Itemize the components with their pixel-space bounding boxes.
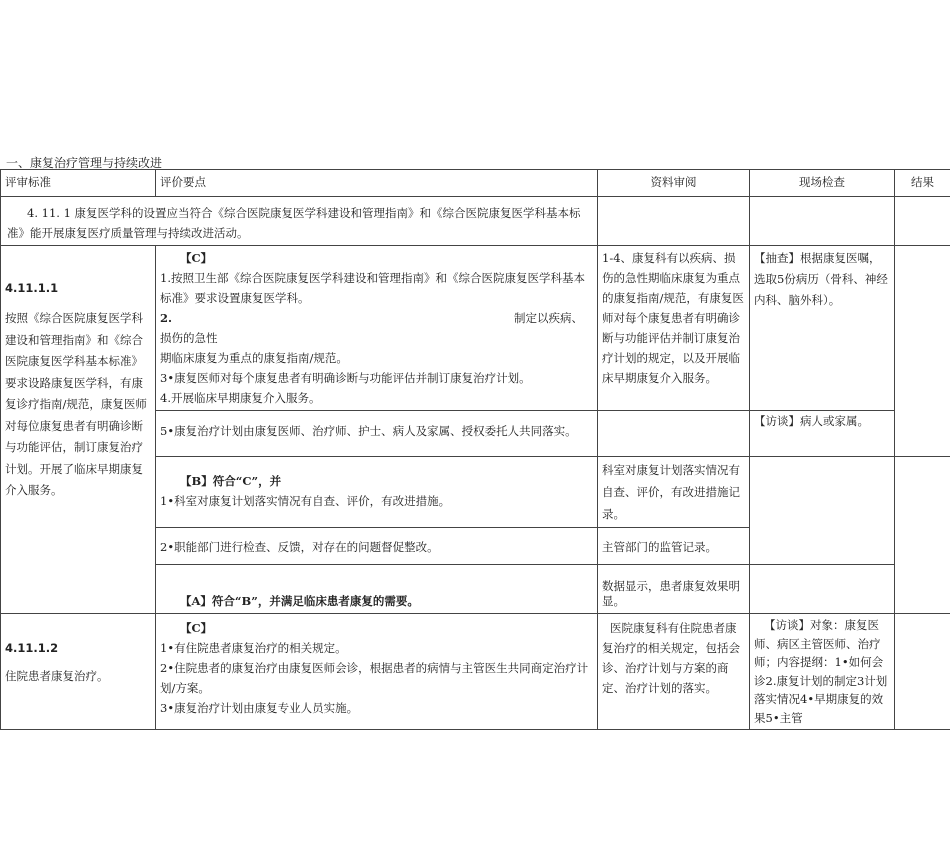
item1-code: 4.11.1.1 xyxy=(5,281,59,295)
item1-c-label: 【C】 xyxy=(180,251,213,265)
item1-c2-b: 期临床康复为重点的康复指南/规范。 xyxy=(160,351,348,365)
intro-row xyxy=(1,197,950,246)
item2-c3: 3•康复治疗计划由康复专业人员实施。 xyxy=(160,701,359,715)
item1-b-check xyxy=(750,457,895,565)
item1-c3: 3•康复医师对每个康复患者有明确诊断与功能评估并制订康复治疗计划。 xyxy=(160,371,531,385)
item1-b-points xyxy=(156,457,598,528)
header-standard: 评审标准 xyxy=(1,170,156,197)
header-key-points: 评价要点 xyxy=(156,170,598,197)
header-row xyxy=(1,170,950,197)
item1-b2: 2•职能部门进行检查、反馈，对存在的问题督促整改。 xyxy=(156,528,598,565)
item2-description: 住院患者康复治疗。 xyxy=(5,669,109,683)
item2-result xyxy=(895,614,950,730)
item2-points xyxy=(156,614,598,730)
item1-a-check xyxy=(750,565,895,614)
item1-b-label: 【B】符合“C”，并 xyxy=(180,474,282,488)
item1-b-result xyxy=(895,457,950,614)
intro-text: 4. 11. 1 康复医学科的设置应当符合《综合医院康复医学科建设和管理指南》和《综合医院康复医学科基本标准》能开展康复医疗质量管理与持续改进活动。 xyxy=(1,197,598,246)
section-title: 一、康复治疗管理与持续改进 xyxy=(6,156,163,170)
item1-b1: 1•科室对康复计划落实情况有自查、评价，有改进措施。 xyxy=(160,494,451,508)
item2-standard-cell xyxy=(1,614,156,730)
item1-a-review: 数据显示，患者康复效果明显。 xyxy=(598,565,750,614)
item1-c2-right: 制定以疾病、 xyxy=(514,311,583,325)
item1-c2 xyxy=(160,308,593,328)
intro-review-cell xyxy=(598,197,750,246)
item1-c5-review xyxy=(598,411,750,457)
item1-c-row xyxy=(1,246,950,411)
header-site-check: 现场检查 xyxy=(750,170,895,197)
item1-standard-cell xyxy=(1,246,156,614)
item1-a-label: 【A】符合“B”，并满足临床患者康复的需要。 xyxy=(180,594,419,608)
item1-b1-review: 科室对康复计划落实情况有自查、评价，有改进措施记录。 xyxy=(598,457,750,528)
item1-b2-review: 主管部门的监管记录。 xyxy=(598,528,750,565)
item1-c1: 1.按照卫生部《综合医院康复医学科建设和管理指南》和《综合医院康复医学科基本标准》要求设置康复医学科。 xyxy=(160,271,585,305)
item1-c2-num: 2. xyxy=(160,311,173,325)
item1-c5-check: 【访谈】病人或家属。 xyxy=(750,411,895,457)
item2-c1: 1•有住院患者康复治疗的相关规定。 xyxy=(160,641,347,655)
item2-check: 【访谈】对象：康复医师、病区主管医师、治疗师；内容提纲：1•如何会诊2.康复计划的制定3计划落实情况4•早期康复的效果5•主管 xyxy=(750,614,895,730)
item1-c4: 4.开展临床早期康复介入服务。 xyxy=(160,391,321,405)
item2-review: 医院康复科有住院患者康复治疗的相关规定，包括会诊、治疗计划与方案的商定、治疗计划的落实。 xyxy=(598,614,750,730)
item1-c-review: 1-4、康复科有以疾病、损伤的急性期临床康复为重点的康复指南/规范，有康复医师对每个康复患者有明确诊断与功能评估并制订康复治疗计划的规定，以及开展临床早期康复介入服务。 xyxy=(598,246,750,411)
review-table xyxy=(0,169,950,730)
item2-c2: 2•住院患者的康复治疗由康复医师会诊，根据患者的病情与主管医生共同商定治疗计划/方案。 xyxy=(160,661,589,695)
header-result: 结果 xyxy=(895,170,950,197)
item1-c5: 5•康复治疗计划由康复医师、治疗师、护士、病人及家属、授权委托人共同落实。 xyxy=(156,411,598,457)
item1-c-points xyxy=(156,246,598,411)
item1-c-check: 【抽查】根据康复医嘱，选取5份病历（骨科、神经内科、脑外科）。 xyxy=(750,246,895,411)
intro-check-cell xyxy=(750,197,895,246)
item2-row xyxy=(1,614,950,730)
item1-description: 按照《综合医院康复医学科建设和管理指南》和《综合医院康复医学科基本标准》要求设路康复医学科，有康复诊疗指南/规范，康复医师对每位康复患者有明确诊断与功能评估，制订康复治疗计划。开展了临床早期康复介入服务。 xyxy=(5,311,147,497)
item2-code: 4.11.1.2 xyxy=(5,641,59,655)
header-doc-review: 资料审阅 xyxy=(598,170,750,197)
intro-result-cell xyxy=(895,197,950,246)
item1-c-result xyxy=(895,246,950,457)
item2-c-label: 【C】 xyxy=(180,621,213,635)
item1-c2-a: 损伤的急性 xyxy=(160,331,218,345)
item1-a-points xyxy=(156,565,598,614)
